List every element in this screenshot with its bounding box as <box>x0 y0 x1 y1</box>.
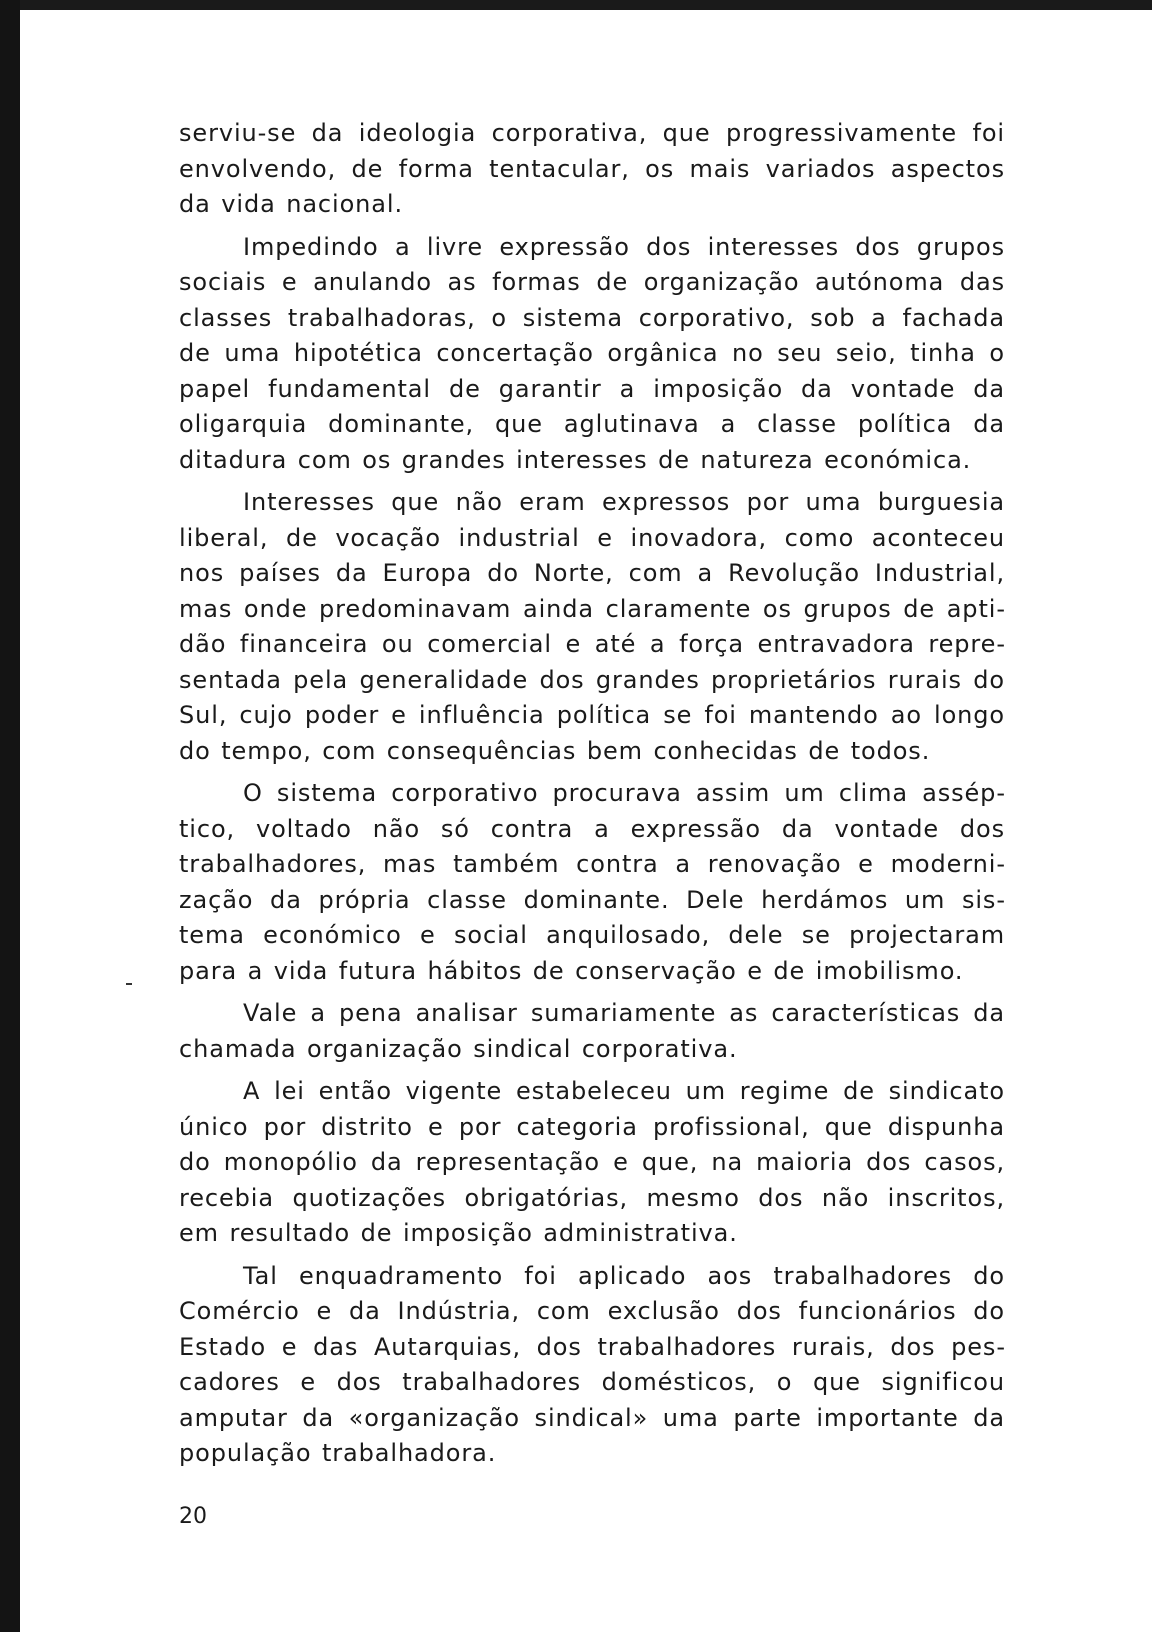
paragraph: serviu-se da ideologia corporativa, que progressivamente foi envolvendo, de forma tentacular, os mais variados aspectos da vida nacional. <box>179 119 1005 218</box>
paragraph: O sistema corporativo procurava assim um clima asséptico, voltado não só contra a expressão da vontade dos trabalhadores, mas também contra a renovação e modernização da própria classe dominante. Dele herdámos um sistema económico e social anquilosado, dele se projectaram para a vida futura hábitos de conservação e de imobilismo. <box>179 779 1005 985</box>
page-body <box>179 116 1005 1479</box>
paragraph: Impedindo a livre expressão dos interesses dos grupos sociais e anulando as formas de organização autónoma das classes trabalhadoras, o sistema corporativo, sob a fachada de uma hipotética concertação orgânica no seu seio, tinha o papel fundamental de garantir a imposição da vontade da oligarquia dominante, que aglutinava a classe política da ditadura com os grandes interesses de natureza económica. <box>179 232 1005 474</box>
paragraph: Interesses que não eram expressos por uma burguesia liberal, de vocação industrial e inovadora, como aconteceu nos países da Europa do Norte, com a Revolução Industrial, mas onde predominavam ainda claramente os grupos de aptidão financeira ou comercial e até a força entravadora representada pela generalidade dos grandes proprietários rurais do Sul, cujo poder e influência política se foi mantendo ao longo do tempo, com consequências bem conhecidas de todos. <box>179 488 1005 765</box>
scan-border-left <box>0 0 20 1632</box>
scan-speck <box>126 983 132 985</box>
scan-border-top <box>0 0 1152 10</box>
paragraph: A lei então vigente estabeleceu um regime de sindicato único por distrito e por categoria profissional, que dispunha do monopólio da representação e que, na maioria dos casos, recebia quotizações obrigatórias, mesmo dos não inscritos, em resultado de imposição administrativa. <box>179 1077 1005 1247</box>
page-number: 20 <box>179 1504 207 1529</box>
paragraph: Vale a pena analisar sumariamente as características da chamada organização sindical corporativa. <box>179 999 1005 1063</box>
paragraph: Tal enquadramento foi aplicado aos trabalhadores do Comércio e da Indústria, com exclusão dos funcionários do Estado e das Autarquias, dos trabalhadores rurais, dos pescadores e dos trabalhadores domésticos, o que significou amputar da «organização sindical» uma parte importante da população trabalhadora. <box>179 1261 1005 1467</box>
